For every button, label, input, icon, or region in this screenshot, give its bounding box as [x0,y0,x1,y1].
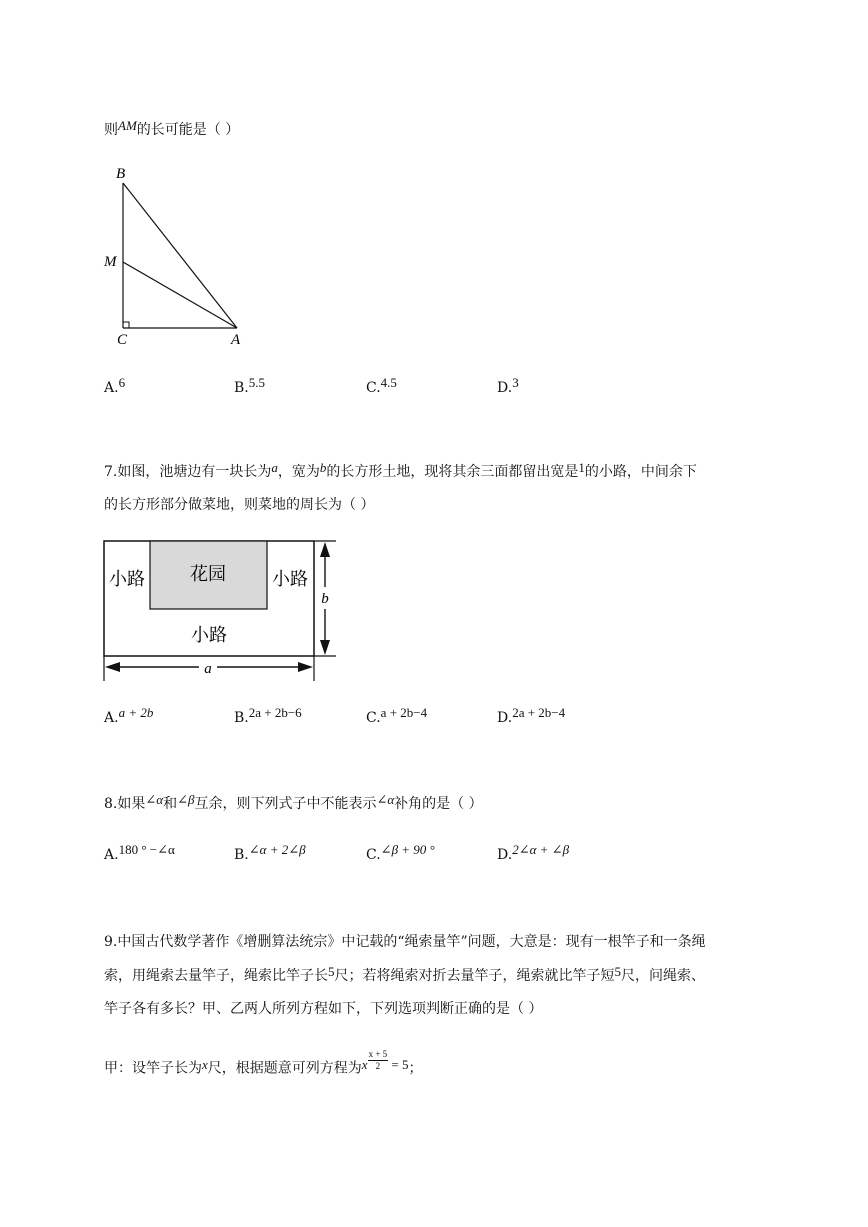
q7-option-c[interactable]: C.a + 2b−4 [366,705,428,726]
label-b: B [116,166,126,182]
q6-option-b[interactable]: B.5.5 [234,375,265,396]
q8-option-d[interactable]: D.2∠α + ∠β [497,842,570,863]
q6-triangle-figure [100,160,260,350]
q9-stem-line2: 索，用绳索去量竿子，绳索比竿子长5尺；若将绳索对折去量竿子，绳索就比竿子短5尺，问绳索、 [104,964,705,984]
q6-option-d[interactable]: D.3 [497,375,519,396]
label-road-right: 小路 [272,569,308,590]
label-road-left: 小路 [109,569,145,590]
q7-garden-figure [100,535,345,685]
q8-option-b[interactable]: B.∠α + 2∠β [234,842,306,863]
label-dim-a: a [204,661,212,677]
q7-stem-line2: 的长方形部分做菜地，则菜地的周长为（ ） [104,497,375,513]
q6-option-a[interactable]: A.6 [104,375,126,396]
label-m: M [104,254,117,270]
q7-option-a[interactable]: A.a + 2b [104,705,154,726]
q8-option-c[interactable]: C.∠β + 90 ° [366,842,435,863]
q9-stem-line3: 竿子各有多长？甲、乙两人所列方程如下，下列选项判断正确的是（ ） [104,1001,543,1017]
label-dim-b: b [321,591,329,607]
q6-option-c[interactable]: C.4.5 [366,375,397,396]
label-road-bottom: 小路 [191,625,227,646]
q7-stem-line1: 7.如图，池塘边有一块长为a，宽为b的长方形土地，现将其余三面都留出宽是1的小路，中间余下 [104,460,697,480]
label-garden: 花园 [190,564,226,585]
q7-option-d[interactable]: D.2a + 2b−4 [497,705,566,726]
label-a: A [231,332,241,348]
q8-stem: 8.如果∠α和∠β互余，则下列式子中不能表示∠α补角的是（ ） [104,792,483,812]
q6-stem: 则AM的长可能是（ ） [104,118,240,138]
fraction: $\frac{x + 5}{2}$ [368,1049,388,1071]
q9-stem-line1: 9.中国古代数学著作《增删算法统宗》中记载的“绳索量竿”问题，大意是：现有一根竿子和一条绳 [104,934,706,950]
q8-option-a[interactable]: A.180 ° −∠α [104,842,175,863]
q9-equation-line: 甲：设竿子长为x尺，根据题意可列方程为x $\frac{x + 5}{2}$ = 5； [104,1049,423,1077]
q7-option-b[interactable]: B.2a + 2b−6 [234,705,302,726]
label-c: C [117,332,128,348]
